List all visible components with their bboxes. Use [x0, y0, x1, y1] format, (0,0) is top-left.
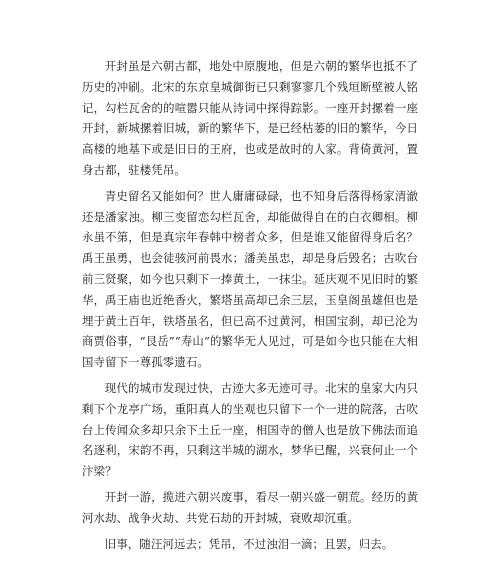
paragraph-kaifeng-ancient-capital: 开封虽是六朝古都，地处中原腹地，但是六朝的繁华也抵不了历史的冲刷。北宋的东京皇城御街已只剩寥寥几个残垣断壁被人铭记，勾栏瓦舍的的喧嚣只能从诗词中探得踪影。一座开封摞着一座开封，新城摞着旧城，新的繁华下，是已经枯萎的旧的繁华，今日高楼的地基下或是旧日的王府，也或是故时的人家。背倚黄河，置身古都，驻楼凭吊。 — [82, 59, 418, 177]
paragraph-farewell: 旧事，随汪河远去；凭吊，不过浊泪一滴；且罢，归去。 — [104, 536, 394, 551]
document-page — [82, 56, 418, 554]
paragraph-historical-fame: 青史留名又能如何？世人庸庸碌碌，也不知身后落得杨家清澈还是潘家浊。柳三变留恋勾栏瓦舍，却能做得自在的白衣卿相。柳永虽不第，但是真宗年春韩中榜者众多，但是谁又能留得身后名？禹王虽勇，也会徒骇河前畏水；潘美虽忠，却是身后毁名；古吹台前三贤聚，如今也只剩下一捧黄土，一抹尘。延庆观不见旧时的繁华，禹王庙也近绝香火，繁塔虽高却已余三层，玉皇阁虽雄但也是埋于黄土百年，铁塔虽名，但已高不过黄河，相国宝刹，却已沦为商贾俗事，“艮岳”“寿山”的繁华无人见过，可是如今也只能在大相国寺留下一尊孤零遗石。 — [82, 188, 418, 370]
paragraph-kaifeng-journey: 开封一游，揽进六朝兴废事，看尽一朝兴盛一朝荒。经历的黄河水劫、战争火劫、共党石劫的开封城，衰败却沉重。 — [82, 489, 418, 525]
paragraph-modern-city: 现代的城市发现过快，古迹大多无迹可寻。北宋的皇家大内只剩下个龙亭广场，重阳真人的坐观也只留下一个一进的院落，古吹台上传闻众多却只余下土丘一座，相国寺的僧人也是放下佛法而追名逐利，宋韵不再，只剩这半城的湖水，梦华已醒，兴衰何止一个汴梁？ — [82, 380, 418, 479]
